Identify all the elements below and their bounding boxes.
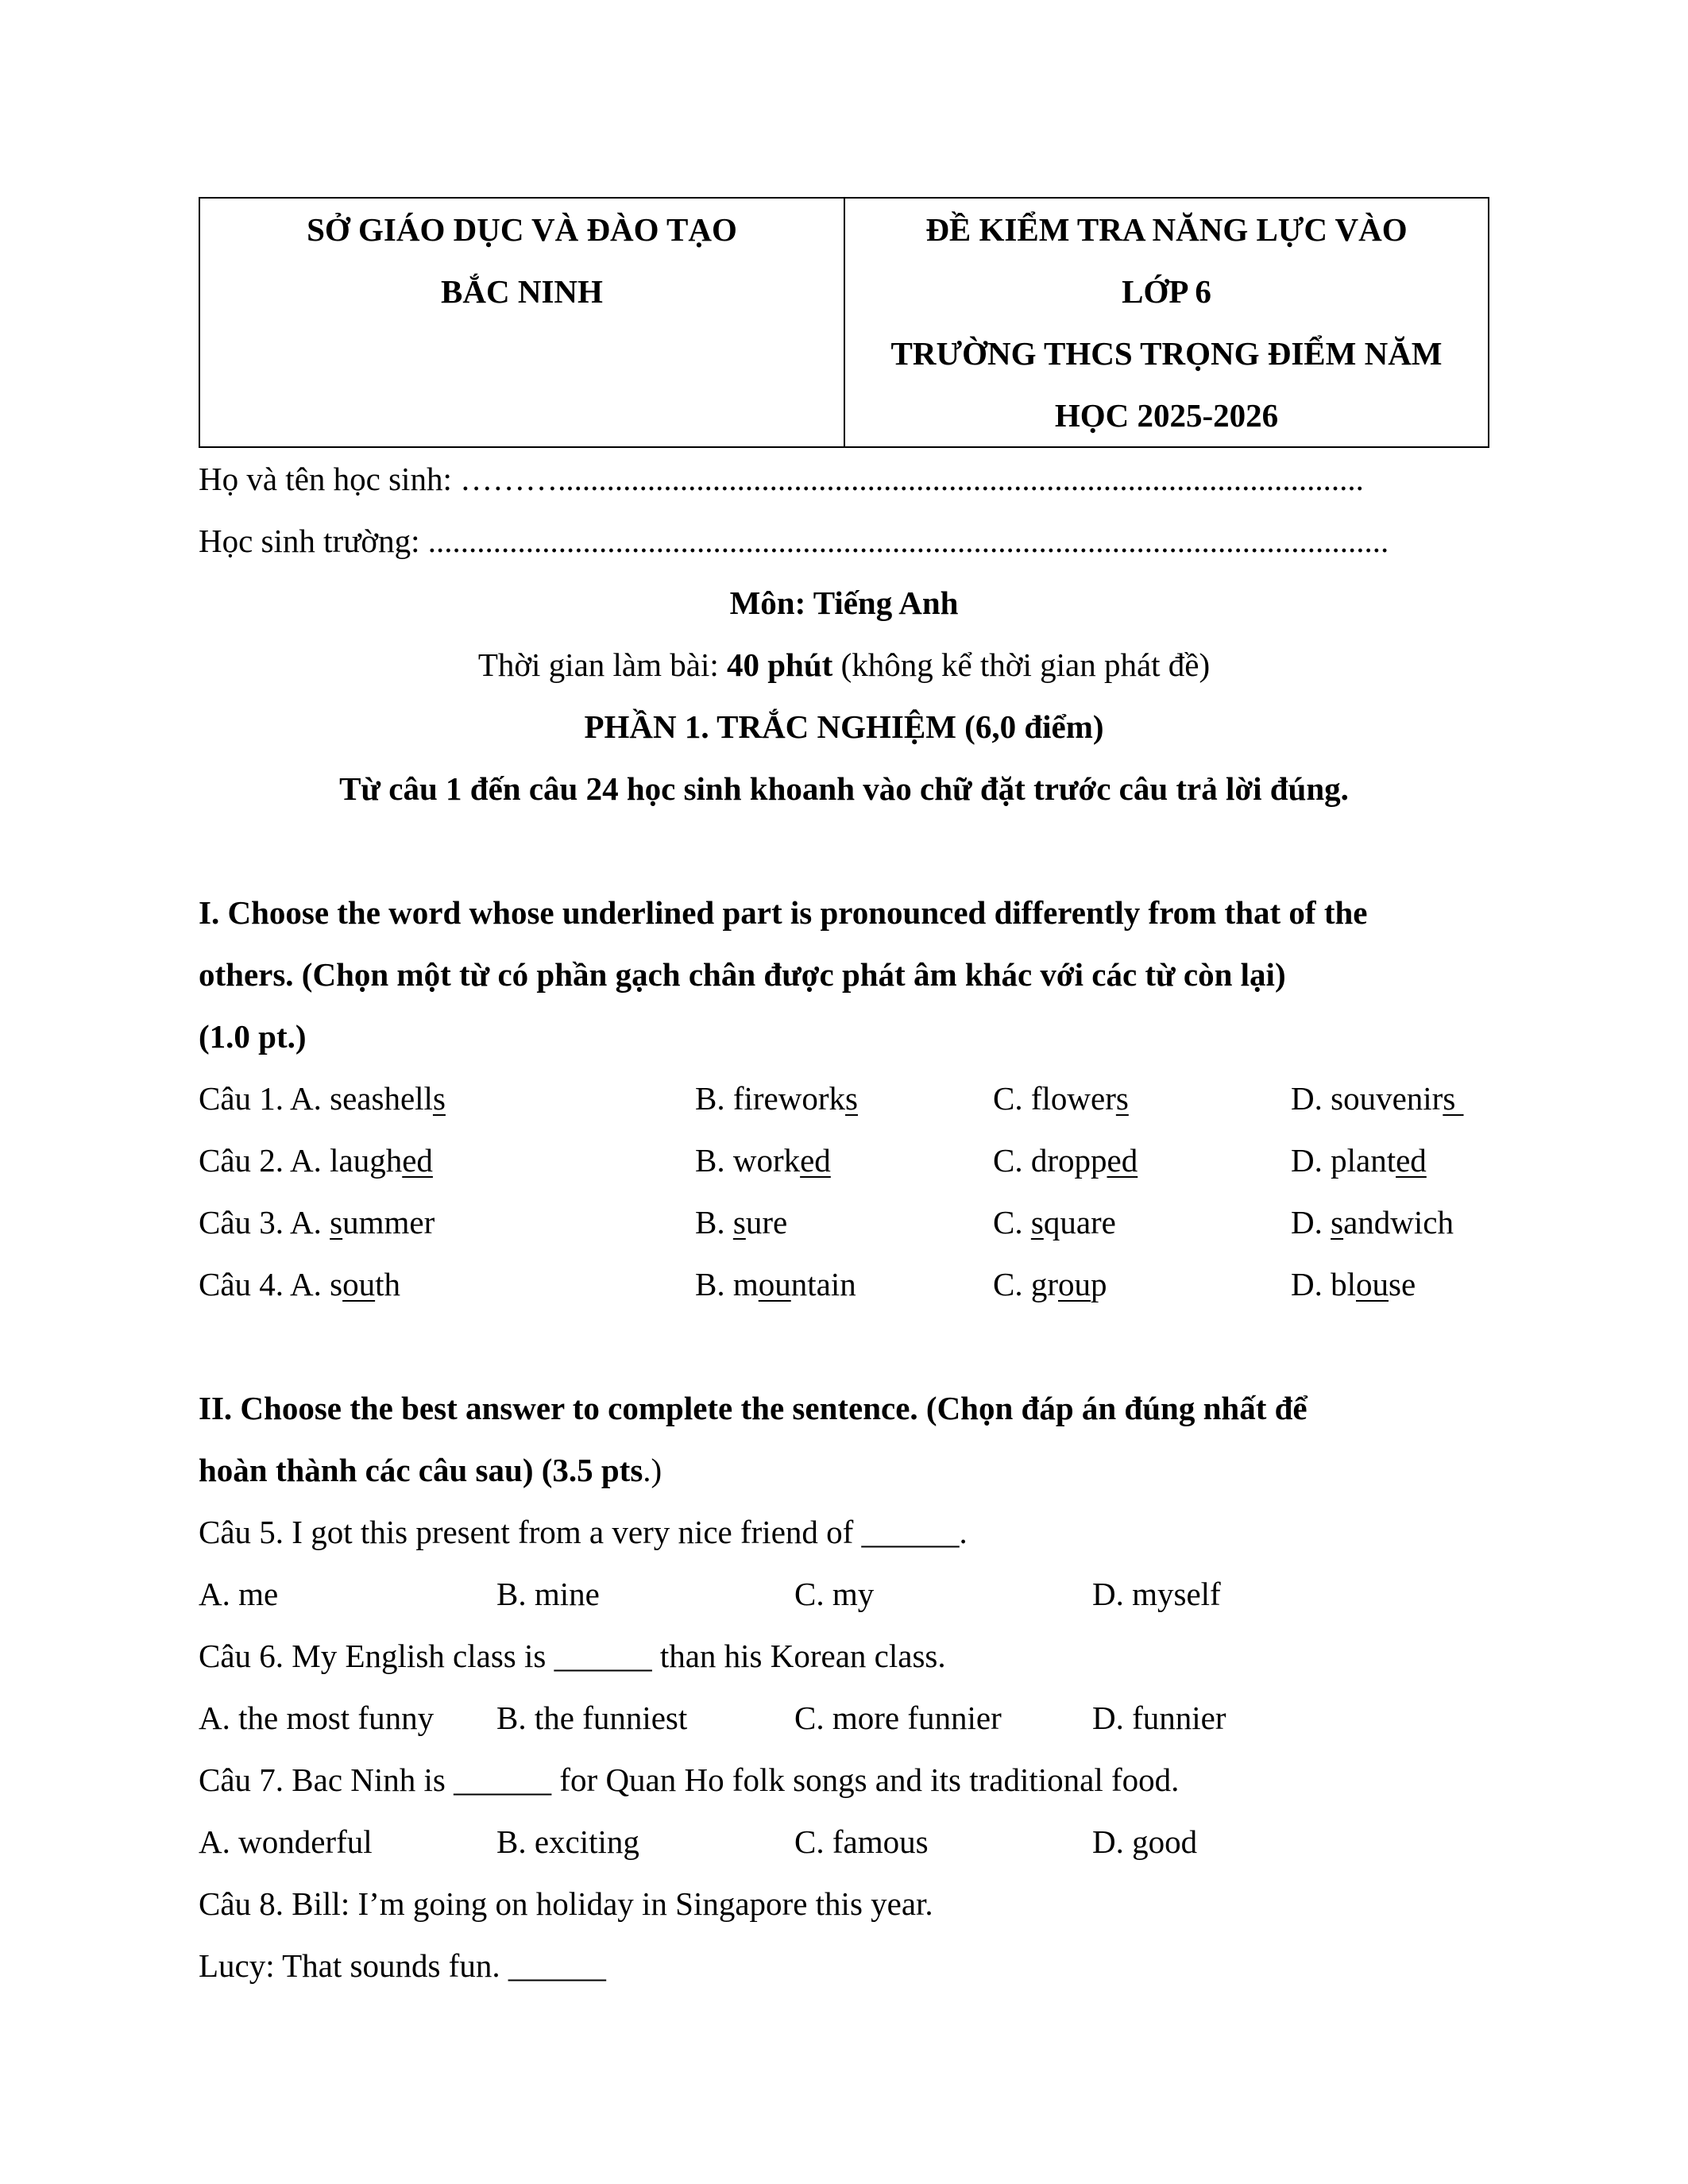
student-name-line: Họ và tên học sinh: ………...................................................................................................: [199, 461, 1364, 497]
section2-title-tail: .): [643, 1452, 662, 1488]
exam-title-line3: TRƯỜNG THCS TRỌNG ĐIỂM NĂM: [890, 335, 1443, 372]
department-name: SỞ GIÁO DỤC VÀ ĐÀO TẠO: [307, 211, 737, 248]
question-8-stem: Câu 8. Bill: I’m going on holiday in Singapore this year.: [199, 1885, 933, 1922]
option-b[interactable]: B. sure: [695, 1204, 788, 1241]
option-d[interactable]: D. myself: [1092, 1576, 1221, 1612]
question-row: [199, 1067, 1489, 1129]
option-a[interactable]: A. the most funny: [199, 1700, 435, 1736]
question-6-stem: Câu 6. My English class is ______ than his Korean class.: [199, 1638, 946, 1674]
part1-title: PHẦN 1. TRẮC NGHIỆM (6,0 điểm): [584, 708, 1104, 745]
question-7-options: [199, 1811, 1489, 1873]
part1-instruction: Từ câu 1 đến câu 24 học sinh khoanh vào chữ đặt trước câu trả lời đúng.: [339, 770, 1349, 807]
question-7-stem: Câu 7. Bac Ninh is ______ for Quan Ho folk songs and its traditional food.: [199, 1761, 1180, 1798]
spacer: [199, 1315, 1489, 1377]
time-line: [199, 634, 1489, 696]
option-c[interactable]: C. my: [794, 1576, 875, 1612]
option-c[interactable]: C. group: [993, 1266, 1107, 1302]
question-5-options: [199, 1563, 1489, 1625]
option-c[interactable]: C. famous: [794, 1823, 929, 1860]
section1-questions: [199, 1067, 1489, 1315]
option-b[interactable]: B. mine: [496, 1576, 600, 1612]
option-d[interactable]: D. funnier: [1092, 1700, 1226, 1736]
question-row: [199, 1191, 1489, 1253]
option-d[interactable]: D. sandwich: [1291, 1204, 1454, 1241]
question-row: [199, 1129, 1489, 1191]
time-value: 40 phút: [727, 646, 833, 683]
option-b[interactable]: B. fireworks: [695, 1080, 858, 1117]
section2-title-line2: [199, 1439, 1489, 1501]
student-school-line: Học sinh trường: ......................................................................................................................: [199, 523, 1389, 559]
option-a[interactable]: A. wonderful: [199, 1823, 373, 1860]
option-b[interactable]: B. exciting: [496, 1823, 639, 1860]
question-row: [199, 1253, 1489, 1315]
exam-title-line1: ĐỀ KIỂM TRA NĂNG LỰC VÀO: [925, 211, 1408, 248]
question-5-stem: Câu 5. I got this present from a very nice friend of ______.: [199, 1514, 968, 1550]
section1-title-line1: I. Choose the word whose underlined part is pronounced differently from that of the: [199, 894, 1368, 931]
subject-title: Môn: Tiếng Anh: [729, 585, 959, 621]
time-suffix: (không kể thời gian phát đề): [832, 646, 1211, 683]
option-a[interactable]: Câu 2. A. laughed: [199, 1142, 433, 1179]
option-a[interactable]: A. me: [199, 1576, 279, 1612]
option-b[interactable]: B. mountain: [695, 1266, 856, 1302]
option-c[interactable]: C. flowers: [993, 1080, 1129, 1117]
exam-title-line2: LỚP 6: [1122, 273, 1211, 310]
question-6-options: [199, 1687, 1489, 1749]
exam-page: [199, 197, 1489, 1997]
option-d[interactable]: D. planted: [1291, 1142, 1427, 1179]
option-d[interactable]: D. souvenirs: [1291, 1080, 1464, 1117]
section2-title-bold: hoàn thành các câu sau) (3.5 pts: [199, 1452, 643, 1488]
option-c[interactable]: C. square: [993, 1204, 1116, 1241]
province-name: BẮC NINH: [441, 273, 603, 310]
section1-title-line2: others. (Chọn một từ có phần gạch chân được phát âm khác với các từ còn lại): [199, 956, 1286, 993]
section2-title-line1: II. Choose the best answer to complete the sentence. (Chọn đáp án đúng nhất để: [199, 1390, 1308, 1426]
spacer: [199, 820, 1489, 882]
option-d[interactable]: D. blouse: [1291, 1266, 1416, 1302]
option-b[interactable]: B. the funniest: [496, 1700, 688, 1736]
option-d[interactable]: D. good: [1092, 1823, 1198, 1860]
option-c[interactable]: C. dropped: [993, 1142, 1138, 1179]
header-left-cell: [199, 198, 844, 447]
header-table: [199, 197, 1489, 448]
option-a[interactable]: Câu 1. A. seashells: [199, 1080, 446, 1117]
section1-title-line3: (1.0 pt.): [199, 1018, 307, 1055]
exam-title-line4: HỌC 2025-2026: [1054, 397, 1279, 434]
question-8-line2: Lucy: That sounds fun. ______: [199, 1947, 606, 1984]
option-a[interactable]: Câu 3. A. summer: [199, 1204, 435, 1241]
option-b[interactable]: B. worked: [695, 1142, 831, 1179]
time-prefix: Thời gian làm bài:: [477, 646, 727, 683]
option-a[interactable]: Câu 4. A. south: [199, 1266, 401, 1302]
header-right-cell: [844, 198, 1489, 447]
option-c[interactable]: C. more funnier: [794, 1700, 1002, 1736]
